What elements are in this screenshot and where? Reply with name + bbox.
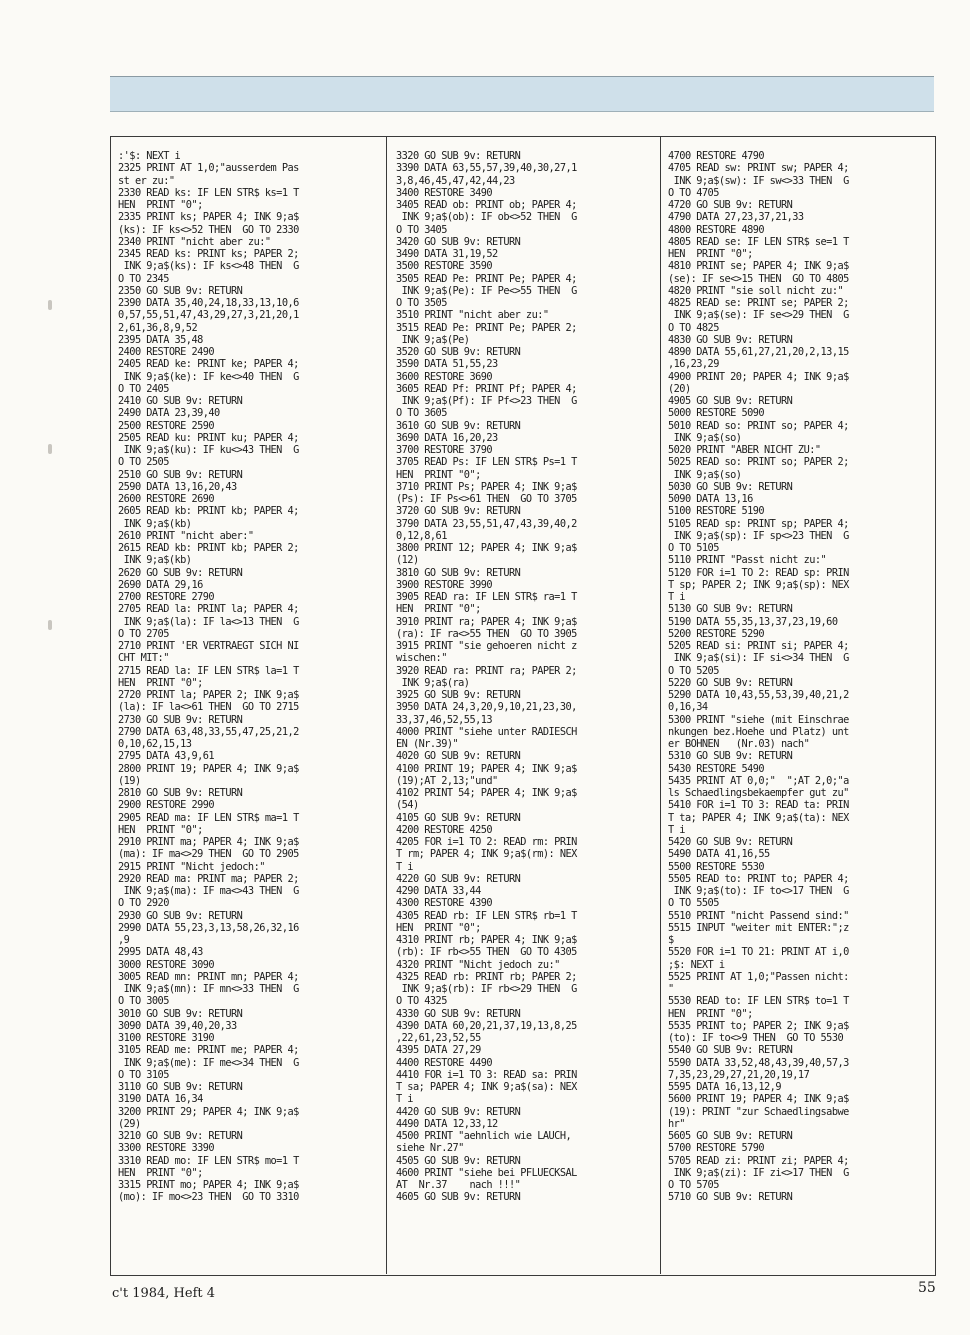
code-line: 2510 GO SUB 9v: RETURN — [118, 468, 243, 481]
code-line: HEN PRINT "0"; — [396, 603, 481, 616]
code-line: 5205 READ si: PRINT si; PAPER 4; — [668, 640, 849, 652]
code-line: 5000 RESTORE 5090 — [668, 407, 765, 420]
code-line: 5200 RESTORE 5290 — [668, 627, 765, 640]
code-line: ,16,23,29 — [668, 358, 719, 371]
code-line: 4000 PRINT "siehe unter RADIESCH — [396, 725, 577, 738]
code-line: 5030 GO SUB 9v: RETURN — [668, 480, 793, 493]
code-line: 3900 RESTORE 3990 — [396, 578, 493, 591]
code-line: O TO 3405 — [396, 223, 447, 236]
code-line: 5525 PRINT AT 1,0;"Passen nicht: — [668, 970, 849, 983]
code-line: 3510 PRINT "nicht aber zu:" — [396, 309, 549, 322]
code-line: 2390 DATA 35,40,24,18,33,13,10,6 — [118, 297, 299, 309]
code-line: INK 9;a$(mn): IF mn<>33 THEN G — [118, 983, 299, 995]
code-line: 0,16,34 — [668, 701, 708, 714]
code-line: 4220 GO SUB 9v: RETURN — [396, 872, 521, 885]
code-line: INK 9;a$(ra) — [396, 676, 470, 689]
code-line: INK 9;a$(Pf): IF Pf<>23 THEN G — [396, 395, 577, 407]
code-line: 33,37,46,52,55,13 — [396, 713, 493, 726]
code-line: 2395 DATA 35,48 — [118, 333, 203, 346]
code-line: INK 9;a$(ks): IF ks<>48 THEN G — [118, 260, 299, 273]
code-line: 2610 PRINT "nicht aber:" — [118, 529, 254, 542]
code-line: 4105 GO SUB 9v: RETURN — [396, 811, 521, 824]
code-line: HEN PRINT "0"; — [396, 468, 481, 481]
code-line: INK 9;a$(so) — [668, 431, 742, 444]
code-line: 5490 DATA 41,16,55 — [668, 848, 770, 861]
code-line: INK 9;a$(si): IF si<>34 THEN G — [668, 652, 849, 665]
code-line: 5540 GO SUB 9v: RETURN — [668, 1044, 793, 1057]
code-line: INK 9;a$(se): IF se<>29 THEN G — [668, 309, 849, 322]
code-line: O TO 4825 — [668, 321, 719, 334]
code-line: wischen:" — [396, 652, 447, 665]
code-line: INK 9;a$(sw): IF sw<>33 THEN G — [668, 174, 849, 187]
code-line: HEN PRINT "0"; — [118, 676, 203, 689]
code-line: HEN PRINT "0"; — [668, 248, 753, 260]
code-column-3 — [668, 150, 930, 1260]
code-line: 5130 GO SUB 9v: RETURN — [668, 603, 793, 616]
code-line: 3100 RESTORE 3190 — [118, 1032, 215, 1044]
code-line: 5020 PRINT "ABER NICHT ZU:" — [668, 444, 821, 456]
code-line: (20) — [668, 382, 691, 395]
code-line: T i — [668, 591, 685, 603]
code-line: 3005 READ mn: PRINT mn; PAPER 4; — [118, 970, 299, 983]
code-line: 3190 DATA 16,34 — [118, 1093, 203, 1106]
code-line: 2800 PRINT 19; PAPER 4; INK 9;a$ — [118, 762, 299, 775]
code-line: 5590 DATA 33,52,48,43,39,40,57,3 — [668, 1056, 849, 1069]
code-line: 0,12,8,61 — [396, 529, 447, 542]
code-line: 5530 READ to: IF LEN STR$ to=1 T — [668, 995, 849, 1008]
code-line: 4400 RESTORE 4490 — [396, 1056, 493, 1069]
code-line: 3090 DATA 39,40,20,33 — [118, 1019, 237, 1032]
code-line: 5435 PRINT AT 0,0;" ";AT 2,0;"a — [668, 774, 849, 787]
code-line: 5190 DATA 55,35,13,37,23,19,60 — [668, 615, 838, 628]
code-line: INK 9;a$(ob): IF ob<>52 THEN G — [396, 211, 577, 224]
code-line: 5105 READ sp: PRINT sp; PAPER 4; — [668, 517, 849, 530]
code-line: 4605 GO SUB 9v: RETURN — [396, 1191, 521, 1204]
code-line: 2405 READ ke: PRINT ke; PAPER 4; — [118, 358, 299, 371]
code-line: 2920 READ ma: PRINT ma; PAPER 2; — [118, 872, 299, 885]
code-line: 5410 FOR i=1 TO 3: READ ta: PRIN — [668, 799, 849, 812]
code-line: 3905 READ ra: IF LEN STR$ ra=1 T — [396, 591, 577, 603]
code-line: 4705 READ sw: PRINT sw; PAPER 4; — [668, 162, 849, 175]
code-line: 3610 GO SUB 9v: RETURN — [396, 419, 521, 432]
code-line: ;$: NEXT i — [668, 958, 725, 971]
code-line: :'$: NEXT i — [118, 150, 181, 162]
code-line: O TO 3605 — [396, 407, 447, 420]
code-line: INK 9;a$(sp): IF sp<>23 THEN G — [668, 529, 849, 542]
code-line: 3800 PRINT 12; PAPER 4; INK 9;a$ — [396, 542, 577, 554]
code-line: " — [668, 983, 674, 995]
code-line: 2700 RESTORE 2790 — [118, 591, 215, 603]
code-line: O TO 2345 — [118, 272, 169, 285]
code-line: 3010 GO SUB 9v: RETURN — [118, 1007, 243, 1020]
code-line: 2410 GO SUB 9v: RETURN — [118, 395, 243, 407]
code-line: INK 9;a$(la): IF la<>13 THEN G — [118, 615, 299, 628]
code-line: INK 9;a$(me): IF me<>34 THEN G — [118, 1056, 299, 1069]
code-line: 2325 PRINT AT 1,0;"ausserdem Pas — [118, 162, 299, 175]
code-line: 2500 RESTORE 2590 — [118, 419, 215, 432]
code-line: 3310 READ mo: IF LEN STR$ mo=1 T — [118, 1154, 299, 1167]
code-line: 2605 READ kb: PRINT kb; PAPER 4; — [118, 505, 299, 518]
code-line: 3790 DATA 23,55,51,47,43,39,40,2 — [396, 517, 577, 530]
code-line: 2590 DATA 13,16,20,43 — [118, 480, 237, 493]
code-line: 2400 RESTORE 2490 — [118, 346, 215, 358]
code-line: 5535 PRINT to; PAPER 2; INK 9;a$ — [668, 1019, 849, 1032]
code-line: 2505 READ ku: PRINT ku; PAPER 4; — [118, 431, 299, 444]
code-line: hr" — [668, 1117, 685, 1130]
code-line: 2900 RESTORE 2990 — [118, 799, 215, 812]
code-line: 4205 FOR i=1 TO 2: READ rm: PRIN — [396, 836, 577, 848]
code-line: 3105 READ me: PRINT me; PAPER 4; — [118, 1044, 299, 1057]
code-line: INK 9;a$(to): IF to<>17 THEN G — [668, 885, 849, 897]
code-line: T i — [396, 1093, 413, 1106]
code-line: INK 9;a$(ma): IF ma<>43 THEN G — [118, 885, 299, 897]
code-line: 2715 READ la: IF LEN STR$ la=1 T — [118, 664, 299, 677]
code-line: T sa; PAPER 4; INK 9;a$(sa): NEX — [396, 1081, 577, 1093]
punch-mark — [48, 300, 52, 310]
code-line: 0,57,55,51,47,43,29,27,3,21,20,1 — [118, 309, 299, 322]
code-line: 4830 GO SUB 9v: RETURN — [668, 333, 793, 346]
code-line: ,22,61,23,52,55 — [396, 1032, 481, 1044]
code-line: T ta; PAPER 4; INK 9;a$(ta): NEX — [668, 811, 849, 824]
code-line: 2350 GO SUB 9v: RETURN — [118, 284, 243, 297]
code-line: 4320 PRINT "Nicht jedoch zu:" — [396, 958, 560, 971]
code-line: 5500 RESTORE 5530 — [668, 860, 765, 873]
code-line: T i — [668, 823, 685, 836]
code-line: (la): IF la<>61 THEN GO TO 2715 — [118, 701, 299, 714]
code-line: er BOHNEN (Nr.03) nach" — [668, 738, 810, 750]
code-line: $ — [668, 934, 674, 946]
code-line: 0,10,62,15,13 — [118, 738, 192, 750]
code-line: 4310 PRINT rb; PAPER 4; INK 9;a$ — [396, 934, 577, 946]
code-line: 3950 DATA 24,3,20,9,10,21,23,30, — [396, 701, 577, 714]
code-line: 4505 GO SUB 9v: RETURN — [396, 1154, 521, 1167]
code-line: INK 9;a$(rb): IF rb<>29 THEN G — [396, 983, 577, 995]
code-line: 3315 PRINT mo; PAPER 4; INK 9;a$ — [118, 1179, 299, 1191]
code-line: 5595 DATA 16,13,12,9 — [668, 1081, 781, 1093]
code-line: 3705 READ Ps: IF LEN STR$ Ps=1 T — [396, 456, 577, 469]
code-line: 4102 PRINT 54; PAPER 4; INK 9;a$ — [396, 787, 577, 799]
code-line: CHT MIT:" — [118, 652, 169, 665]
code-line: (19);AT 2,13;"und" — [396, 774, 498, 787]
code-line: 3605 READ Pf: PRINT Pf; PAPER 4; — [396, 382, 577, 395]
code-line: INK 9;a$(kb) — [118, 554, 192, 567]
code-line: EN (Nr.39)" — [396, 738, 459, 750]
code-line: 2490 DATA 23,39,40 — [118, 407, 220, 420]
code-line: 2995 DATA 48,43 — [118, 946, 203, 959]
code-line: 3910 PRINT ra; PAPER 4; INK 9;a$ — [396, 615, 577, 628]
code-line: 2340 PRINT "nicht aber zu:" — [118, 235, 271, 248]
code-line: 5090 DATA 13,16 — [668, 493, 753, 505]
code-line: 5710 GO SUB 9v: RETURN — [668, 1191, 793, 1204]
code-line: O TO 2705 — [118, 627, 169, 640]
code-line: 4820 PRINT "sie soll nicht zu:" — [668, 284, 844, 297]
code-line: (mo): IF mo<>23 THEN GO TO 3310 — [118, 1191, 299, 1204]
code-line: O TO 2405 — [118, 382, 169, 395]
code-line: 3210 GO SUB 9v: RETURN — [118, 1130, 243, 1142]
page-number: 55 — [918, 1280, 936, 1296]
code-line: 3500 RESTORE 3590 — [396, 260, 493, 273]
code-line: O TO 4325 — [396, 995, 447, 1008]
code-line: 4905 GO SUB 9v: RETURN — [668, 395, 793, 407]
code-line: 3690 DATA 16,20,23 — [396, 431, 498, 444]
code-line: 4330 GO SUB 9v: RETURN — [396, 1007, 521, 1020]
code-line: O TO 5505 — [668, 897, 719, 910]
code-line: ,9 — [118, 934, 130, 946]
code-line: O TO 3005 — [118, 995, 169, 1008]
code-line: 3515 READ Pe: PRINT Pe; PAPER 2; — [396, 321, 577, 334]
code-line: 3320 GO SUB 9v: RETURN — [396, 150, 521, 162]
code-line: (rb): IF rb<>55 THEN GO TO 4305 — [396, 946, 577, 959]
code-line: 3490 DATA 31,19,52 — [396, 248, 498, 260]
code-line: ls Schaedlingsbekaempfer gut zu" — [668, 787, 849, 799]
code-line: (to): IF to<>9 THEN GO TO 5530 — [668, 1032, 844, 1044]
code-line: INK 9;a$(ke): IF ke<>40 THEN G — [118, 370, 299, 383]
code-line: 3590 DATA 51,55,23 — [396, 358, 498, 371]
code-line: 3720 GO SUB 9v: RETURN — [396, 505, 521, 518]
code-line: 2710 PRINT 'ER VERTRAEGT SICH NI — [118, 640, 299, 652]
code-line: (ks): IF ks<>52 THEN GO TO 2330 — [118, 223, 299, 236]
code-line: 7,35,23,29,27,21,20,19,17 — [668, 1068, 810, 1081]
code-line: INK 9;a$(ku): IF ku<>43 THEN G — [118, 444, 299, 456]
code-line: 3200 PRINT 29; PAPER 4; INK 9;a$ — [118, 1105, 299, 1118]
code-line: 4390 DATA 60,20,21,37,19,13,8,25 — [396, 1019, 577, 1032]
code-line: st er zu:" — [118, 174, 175, 187]
code-line: 2795 DATA 43,9,61 — [118, 750, 215, 763]
code-line: 5300 PRINT "siehe (mit Einschrae — [668, 713, 849, 726]
code-line: INK 9;a$(Pe) — [396, 333, 470, 346]
code-line: 4020 GO SUB 9v: RETURN — [396, 750, 521, 763]
code-line: (ra): IF ra<>55 THEN GO TO 3905 — [396, 627, 577, 640]
code-line: 3110 GO SUB 9v: RETURN — [118, 1081, 243, 1093]
code-line: 3600 RESTORE 3690 — [396, 370, 493, 383]
code-line: INK 9;a$(zi): IF zi<>17 THEN G — [668, 1166, 849, 1179]
code-line: 2990 DATA 55,23,3,13,58,26,32,16 — [118, 921, 299, 934]
code-line: 2615 READ kb: PRINT kb; PAPER 2; — [118, 542, 299, 554]
code-line: 3000 RESTORE 3090 — [118, 958, 215, 971]
code-line: 4290 DATA 33,44 — [396, 885, 481, 897]
code-line: 4790 DATA 27,23,37,21,33 — [668, 211, 804, 224]
code-line: 4395 DATA 27,29 — [396, 1044, 481, 1057]
code-line: HEN PRINT "0"; — [118, 1166, 203, 1179]
code-line: siehe Nr.27" — [396, 1142, 464, 1155]
code-line: 5120 FOR i=1 TO 2: READ sp: PRIN — [668, 566, 849, 579]
code-line: 4720 GO SUB 9v: RETURN — [668, 199, 793, 211]
code-line: 4200 RESTORE 4250 — [396, 823, 493, 836]
code-line: 3420 GO SUB 9v: RETURN — [396, 235, 521, 248]
code-line: O TO 2505 — [118, 456, 169, 469]
code-line: 3925 GO SUB 9v: RETURN — [396, 689, 521, 701]
code-line: 2335 PRINT ks; PAPER 4; INK 9;a$ — [118, 211, 299, 224]
code-line: T i — [396, 860, 413, 873]
code-line: 5600 PRINT 19; PAPER 4; INK 9;a$ — [668, 1093, 849, 1106]
code-line: 4300 RESTORE 4390 — [396, 897, 493, 910]
code-line: 3300 RESTORE 3390 — [118, 1142, 215, 1155]
code-line: 2730 GO SUB 9v: RETURN — [118, 713, 243, 726]
code-line: INK 9;a$(Pe): IF Pe<>55 THEN G — [396, 284, 577, 297]
code-line: 5430 RESTORE 5490 — [668, 762, 765, 775]
code-line: 5220 GO SUB 9v: RETURN — [668, 676, 793, 689]
code-line: (19) — [118, 774, 141, 787]
punch-mark — [48, 620, 52, 630]
code-line: 5700 RESTORE 5790 — [668, 1142, 765, 1155]
code-line: 5010 READ so: PRINT so; PAPER 4; — [668, 419, 849, 432]
code-line: 3505 READ Pe: PRINT Pe; PAPER 4; — [396, 272, 577, 285]
magazine-source: c't 1984, Heft 4 — [112, 1286, 216, 1301]
code-line: O TO 4705 — [668, 186, 719, 199]
code-line: T sp; PAPER 2; INK 9;a$(sp): NEX — [668, 578, 849, 591]
code-line: 3810 GO SUB 9v: RETURN — [396, 566, 521, 579]
code-line: 3700 RESTORE 3790 — [396, 444, 493, 456]
code-line: 4420 GO SUB 9v: RETURN — [396, 1105, 521, 1118]
code-line: 4500 PRINT "aehnlich wie LAUCH, — [396, 1130, 572, 1142]
code-line: 4325 READ rb: PRINT rb; PAPER 2; — [396, 970, 577, 983]
code-line: 5605 GO SUB 9v: RETURN — [668, 1130, 793, 1142]
code-line: T rm; PAPER 4; INK 9;a$(rm): NEX — [396, 848, 577, 861]
code-line: INK 9;a$(kb) — [118, 517, 192, 530]
code-line: 4305 READ rb: IF LEN STR$ rb=1 T — [396, 909, 577, 922]
code-line: 4825 READ se: PRINT se; PAPER 2; — [668, 297, 849, 309]
code-line: 2930 GO SUB 9v: RETURN — [118, 909, 243, 922]
code-line: 5310 GO SUB 9v: RETURN — [668, 750, 793, 763]
code-line: 5420 GO SUB 9v: RETURN — [668, 836, 793, 848]
code-column-2 — [396, 150, 658, 1260]
punch-mark — [48, 444, 52, 454]
code-line: 5510 PRINT "nicht Passend sind:" — [668, 909, 849, 922]
code-line: 4805 READ se: IF LEN STR$ se=1 T — [668, 235, 849, 248]
code-line: 2905 READ ma: IF LEN STR$ ma=1 T — [118, 811, 299, 824]
code-line: 3400 RESTORE 3490 — [396, 186, 493, 199]
code-line: 3390 DATA 63,55,57,39,40,30,27,1 — [396, 162, 577, 175]
code-line: 2345 READ ks: PRINT ks; PAPER 2; — [118, 248, 299, 260]
code-line: 2915 PRINT "Nicht jedoch:" — [118, 860, 265, 873]
code-line: 5290 DATA 10,43,55,53,39,40,21,2 — [668, 689, 849, 701]
code-line: 2810 GO SUB 9v: RETURN — [118, 787, 243, 799]
code-line: 4800 RESTORE 4890 — [668, 223, 765, 236]
code-line: 2620 GO SUB 9v: RETURN — [118, 566, 243, 579]
code-line: (19): PRINT "zur Schaedlingsabwe — [668, 1105, 849, 1118]
code-line: 4600 PRINT "siehe bei PFLUECKSAL — [396, 1166, 577, 1179]
code-line: 5520 FOR i=1 TO 21: PRINT AT i,0 — [668, 946, 849, 959]
code-line: O TO 5705 — [668, 1179, 719, 1191]
code-line: INK 9;a$(so) — [668, 468, 742, 481]
code-line: AT Nr.37 nach !!!" — [396, 1179, 521, 1191]
code-line: (29) — [118, 1117, 141, 1130]
code-line: 2720 PRINT la; PAPER 2; INK 9;a$ — [118, 689, 299, 701]
code-line: O TO 5205 — [668, 664, 719, 677]
code-line: HEN PRINT "0"; — [668, 1007, 753, 1020]
code-line: 3405 READ ob: PRINT ob; PAPER 4; — [396, 199, 577, 211]
code-line: 4700 RESTORE 4790 — [668, 150, 765, 162]
code-line: O TO 2920 — [118, 897, 169, 910]
code-line: HEN PRINT "0"; — [118, 823, 203, 836]
code-line: (54) — [396, 799, 419, 812]
code-line: 2705 READ la: PRINT la; PAPER 4; — [118, 603, 299, 616]
code-line: 4100 PRINT 19; PAPER 4; INK 9;a$ — [396, 762, 577, 775]
code-line: (ma): IF ma<>29 THEN GO TO 2905 — [118, 848, 299, 861]
code-column-1 — [118, 150, 380, 1260]
code-line: 2330 READ ks: IF LEN STR$ ks=1 T — [118, 186, 299, 199]
header-band — [110, 76, 934, 112]
code-line: 2600 RESTORE 2690 — [118, 493, 215, 505]
code-line: 4890 DATA 55,61,27,21,20,2,13,15 — [668, 346, 849, 358]
column-divider — [386, 136, 387, 1274]
code-line: 4900 PRINT 20; PAPER 4; INK 9;a$ — [668, 370, 849, 383]
code-line: O TO 3505 — [396, 297, 447, 309]
code-line: 5705 READ zi: PRINT zi; PAPER 4; — [668, 1154, 849, 1167]
code-line: 4490 DATA 12,33,12 — [396, 1117, 498, 1130]
code-line: O TO 3105 — [118, 1068, 169, 1081]
code-line: (Ps): IF Ps<>61 THEN GO TO 3705 — [396, 493, 577, 505]
code-line: HEN PRINT "0"; — [118, 199, 203, 211]
column-divider — [660, 136, 661, 1274]
code-line: HEN PRINT "0"; — [396, 921, 481, 934]
code-line: O TO 5105 — [668, 542, 719, 554]
code-line: 3710 PRINT Ps; PAPER 4; INK 9;a$ — [396, 480, 577, 493]
code-line: 2910 PRINT ma; PAPER 4; INK 9;a$ — [118, 836, 299, 848]
code-line: 4810 PRINT se; PAPER 4; INK 9;a$ — [668, 260, 849, 273]
code-line: 3,8,46,45,47,42,44,23 — [396, 174, 515, 187]
code-line: 5505 READ to: PRINT to; PAPER 4; — [668, 872, 849, 885]
code-line: 3520 GO SUB 9v: RETURN — [396, 346, 521, 358]
code-line: 2,61,36,8,9,52 — [118, 321, 198, 334]
code-line: 4410 FOR i=1 TO 3: READ sa: PRIN — [396, 1068, 577, 1081]
code-line: 2690 DATA 29,16 — [118, 578, 203, 591]
code-line: 3915 PRINT "sie gehoeren nicht z — [396, 640, 577, 652]
code-line: 3920 READ ra: PRINT ra; PAPER 2; — [396, 664, 577, 677]
code-line: 5515 INPUT "weiter mit ENTER:";z — [668, 921, 849, 934]
code-line: 5100 RESTORE 5190 — [668, 505, 765, 518]
code-line: 2790 DATA 63,48,33,55,47,25,21,2 — [118, 725, 299, 738]
code-line: (se): IF se<>15 THEN GO TO 4805 — [668, 272, 849, 285]
code-line: 5025 READ so: PRINT so; PAPER 2; — [668, 456, 849, 469]
code-line: (12) — [396, 554, 419, 567]
code-line: 5110 PRINT "Passt nicht zu:" — [668, 554, 827, 567]
code-line: nkungen bez.Hoehe und Platz) unt — [668, 725, 849, 738]
